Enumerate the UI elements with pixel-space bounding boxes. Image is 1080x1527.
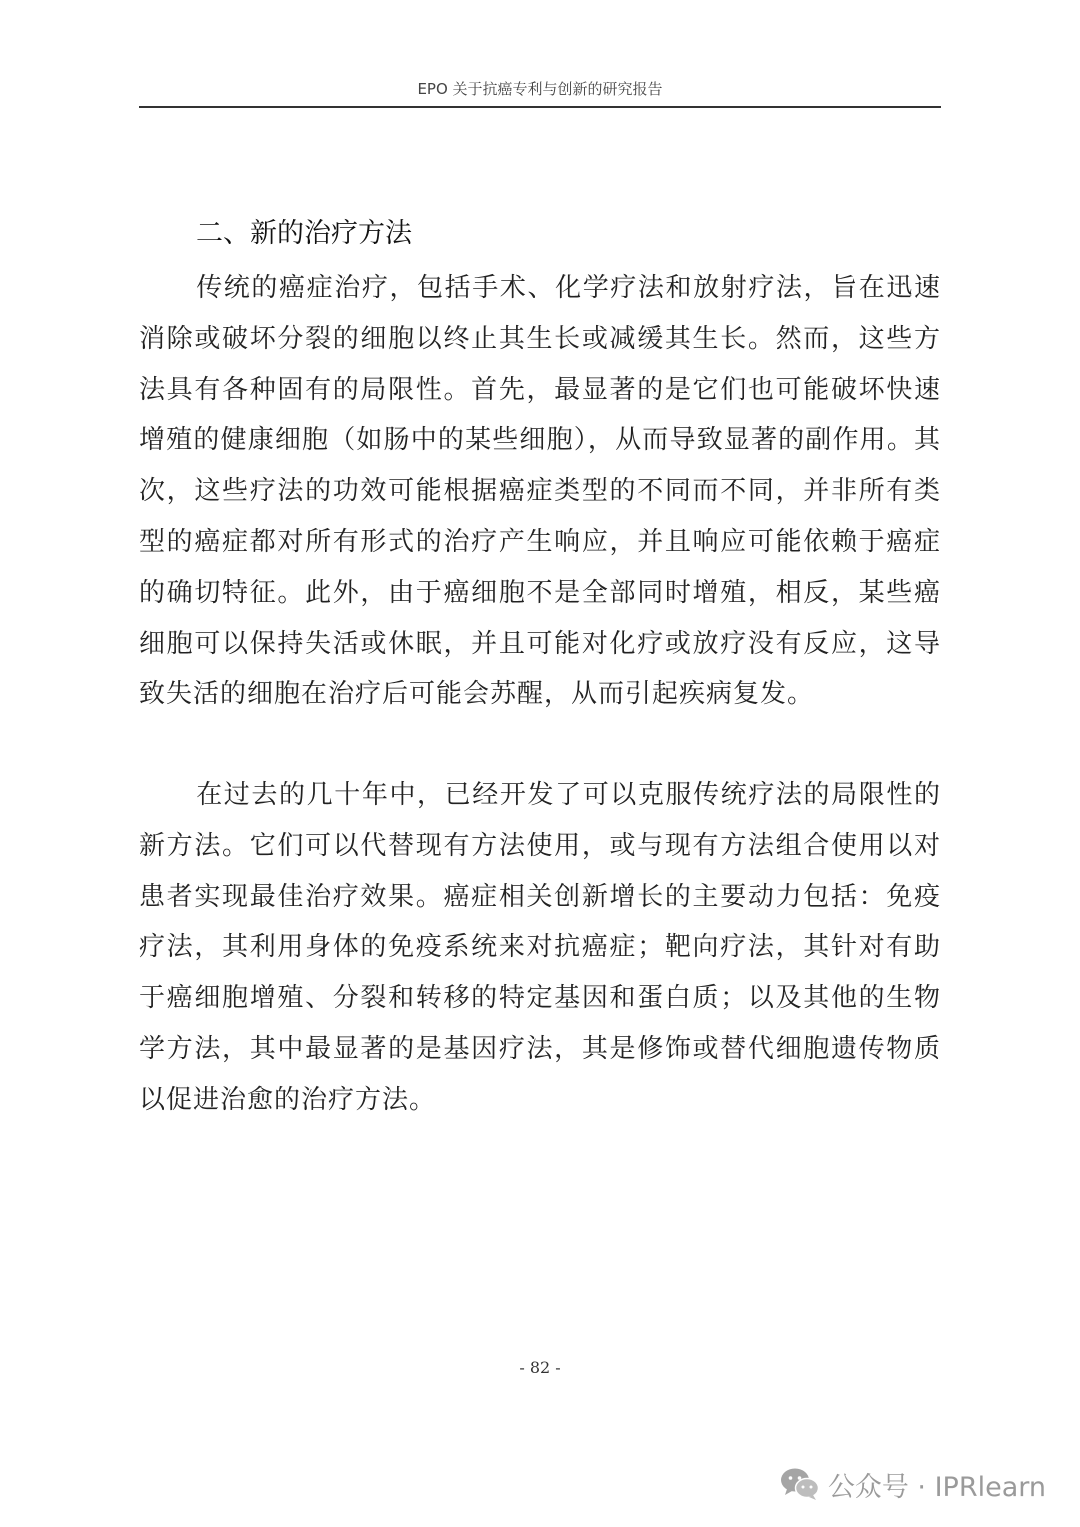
body-paragraph-2: 在过去的几十年中，已经开发了可以克服传统疗法的局限性的新方法。它们可以代替现有方法使用，或与现有方法组合使用以对患者实现最佳治疗效果。癌症相关创新增长的主要动力包括：免疫疗法，其利用身体的免疫系统来对抗癌症；靶向疗法，其针对有助于癌细胞增殖、分裂和转移的特定基因和蛋白质；以及其他的生物学方法，其中最显著的是基因疗法，其是修饰或替代细胞遗传物质以促进治愈的治疗方法。 [139, 780, 941, 1115]
wechat-icon [780, 1467, 820, 1501]
page-header [139, 76, 941, 108]
watermark-text: 公众号 · IPRlearn [827, 1471, 1046, 1503]
body-paragraph-1: 传统的癌症治疗，包括手术、化学疗法和放射疗法，旨在迅速消除或破坏分裂的细胞以终止其生长或减缓其生长。然而，这些方法具有各种固有的局限性。首先，最显著的是它们也可能破坏快速增殖的健康细胞（如肠中的某些细胞），从而导致显著的副作用。其次，这些疗法的功效可能根据癌症类型的不同而不同，并非所有类型的癌症都对所有形式的治疗产生响应，并且响应可能依赖于癌症的确切特征。此外，由于癌细胞不是全部同时增殖，相反，某些癌细胞可以保持失活或休眠，并且可能对化疗或放疗没有反应，这导致失活的细胞在治疗后可能会苏醒，从而引起疾病复发。 [139, 273, 941, 710]
watermark [780, 1462, 1046, 1506]
section-title: 二、新的治疗方法 [196, 218, 412, 249]
header-title: EPO 关于抗癌专利与创新的研究报告 [417, 80, 663, 98]
page-number: - 82 - [519, 1358, 561, 1377]
